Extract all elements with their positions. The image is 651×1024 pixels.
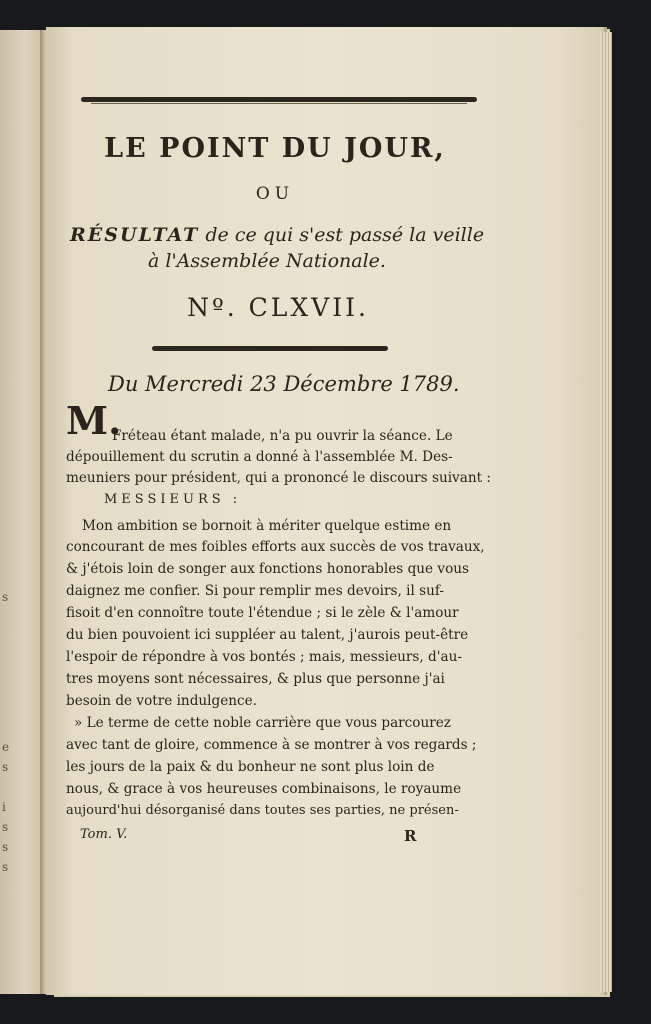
- facing-page-mark: s: [2, 860, 9, 874]
- facing-page-mark: s: [2, 820, 9, 834]
- journal-connector: OU: [255, 184, 295, 204]
- drop-cap: M.: [66, 398, 122, 443]
- journal-subtitle-line2: à l'Assemblée Nationale.: [148, 250, 386, 272]
- facing-page-mark: s: [2, 840, 9, 854]
- text-line: les jours de la paix & du bonheur ne sont plus loin de: [66, 759, 435, 775]
- text-line: concourant de mes foibles efforts aux succès de vos travaux,: [66, 539, 485, 555]
- journal-subtitle-line1: [70, 224, 484, 246]
- journal-title: LE POINT DU JOUR,: [104, 133, 446, 164]
- text-line: nous, & grace à vos heureuses combinaisons, le royaume: [66, 781, 462, 797]
- issue-number: Nº. CLXVII.: [187, 293, 369, 322]
- header-rule: [81, 97, 477, 102]
- text-line: du bien pouvoient ici suppléer au talent, j'aurois peut-être: [66, 627, 469, 643]
- signature-mark: R: [404, 827, 417, 845]
- article-date: Du Mercredi 23 Décembre 1789.: [108, 372, 460, 396]
- text-line: daignez me confier. Si pour remplir mes devoirs, il suf-: [66, 583, 444, 599]
- text-line: dépouillement du scrutin a donné à l'assemblée M. Des-: [66, 449, 453, 465]
- volume-label: Tom. V.: [80, 827, 128, 842]
- text-line: aujourd'hui désorganisé dans toutes ses parties, ne présen-: [66, 803, 459, 818]
- text-line: tres moyens sont nécessaires, & plus que personne j'ai: [66, 671, 445, 687]
- text-line: l'espoir de répondre à vos bontés ; mais, messieurs, d'au-: [66, 649, 462, 665]
- text-line: & j'étois loin de songer aux fonctions honorables que vous: [66, 561, 469, 577]
- facing-page-mark: i: [2, 800, 6, 814]
- section-rule: [152, 346, 388, 351]
- facing-page-mark: e: [2, 740, 10, 754]
- text-line: fisoit d'en connoître toute l'étendue ; si le zèle & l'amour: [66, 605, 459, 621]
- text-line: besoin de votre indulgence.: [66, 693, 257, 709]
- text-line: Mon ambition se bornoit à mériter quelque estime en: [82, 518, 452, 534]
- subtitle-caps: RÉSULTAT: [70, 224, 200, 246]
- text-line: Fréteau étant malade, n'a pu ouvrir la séance. Le: [112, 428, 453, 444]
- text-line: meuniers pour président, qui a prononcé le discours suivant :: [66, 470, 491, 486]
- facing-page-mark: s: [2, 590, 9, 604]
- subtitle-rest: de ce qui s'est passé la veille: [199, 224, 485, 246]
- page-stack-edge: [600, 32, 612, 992]
- document-page: [46, 27, 602, 995]
- text-line: avec tant de gloire, commence à se montrer à vos regards ;: [66, 737, 477, 753]
- salutation: MESSIEURS :: [104, 492, 242, 507]
- text-line: » Le terme de cette noble carrière que vous parcourez: [74, 715, 451, 731]
- facing-page-mark: s: [2, 760, 9, 774]
